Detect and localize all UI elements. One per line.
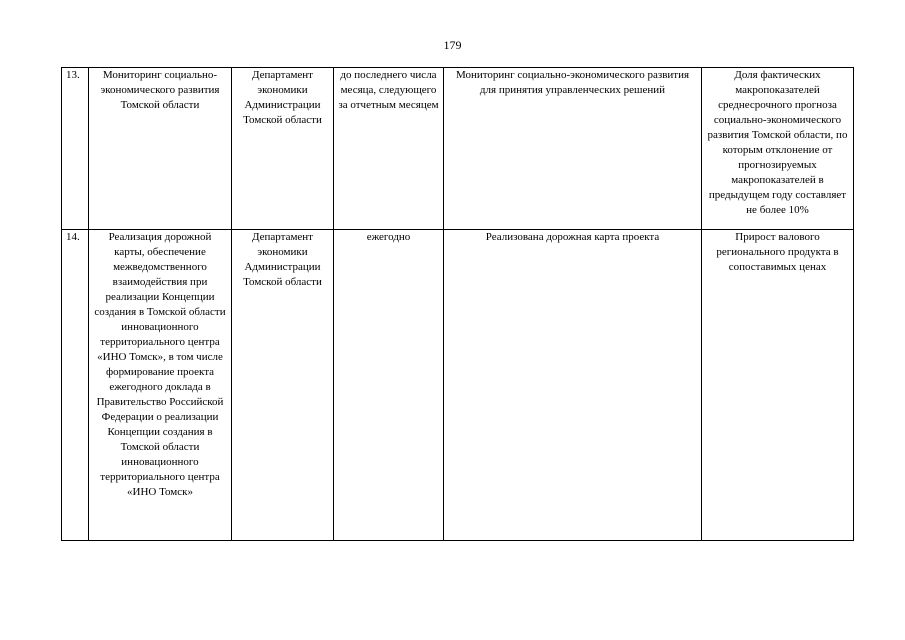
page-number: 179 (443, 38, 462, 52)
table-row (62, 230, 854, 541)
execution-term: до последнего числа месяца, следующего за отчетным месяцем (334, 68, 444, 230)
expected-result: Реализована дорожная карта проекта (444, 230, 702, 541)
responsible-executor: Департамент экономики Администрации Томской области (232, 230, 334, 541)
measure-name: Реализация дорожной карты, обеспечение межведомственного взаимодействия при реализации Концепции создания в Томской области инновационного территориального центра «ИНО Томск», в том числе формирование проекта ежегодного доклада в Правительство Российской Федерации о реализации Концепции создания в Томской области инновационного территориального центра «ИНО Томск» (89, 230, 232, 541)
row-number: 14. (62, 230, 89, 541)
responsible-executor: Департамент экономики Администрации Томской области (232, 68, 334, 230)
expected-result: Мониторинг социально-экономического развития для принятия управленческих решений (444, 68, 702, 230)
row-number: 13. (62, 68, 89, 230)
target-indicator: Прирост валового регионального продукта в сопоставимых ценах (702, 230, 854, 541)
table-row (62, 68, 854, 230)
execution-term: ежегодно (334, 230, 444, 541)
target-indicator: Доля фактических макропоказателей среднесрочного прогноза социально-экономического развития Томской области, по которым отклонение от прогнозируемых макропоказателей в предыдущем году составляет не более 10% (702, 68, 854, 230)
measure-name: Мониторинг социально-экономического развития Томской области (89, 68, 232, 230)
measures-table (61, 67, 854, 541)
